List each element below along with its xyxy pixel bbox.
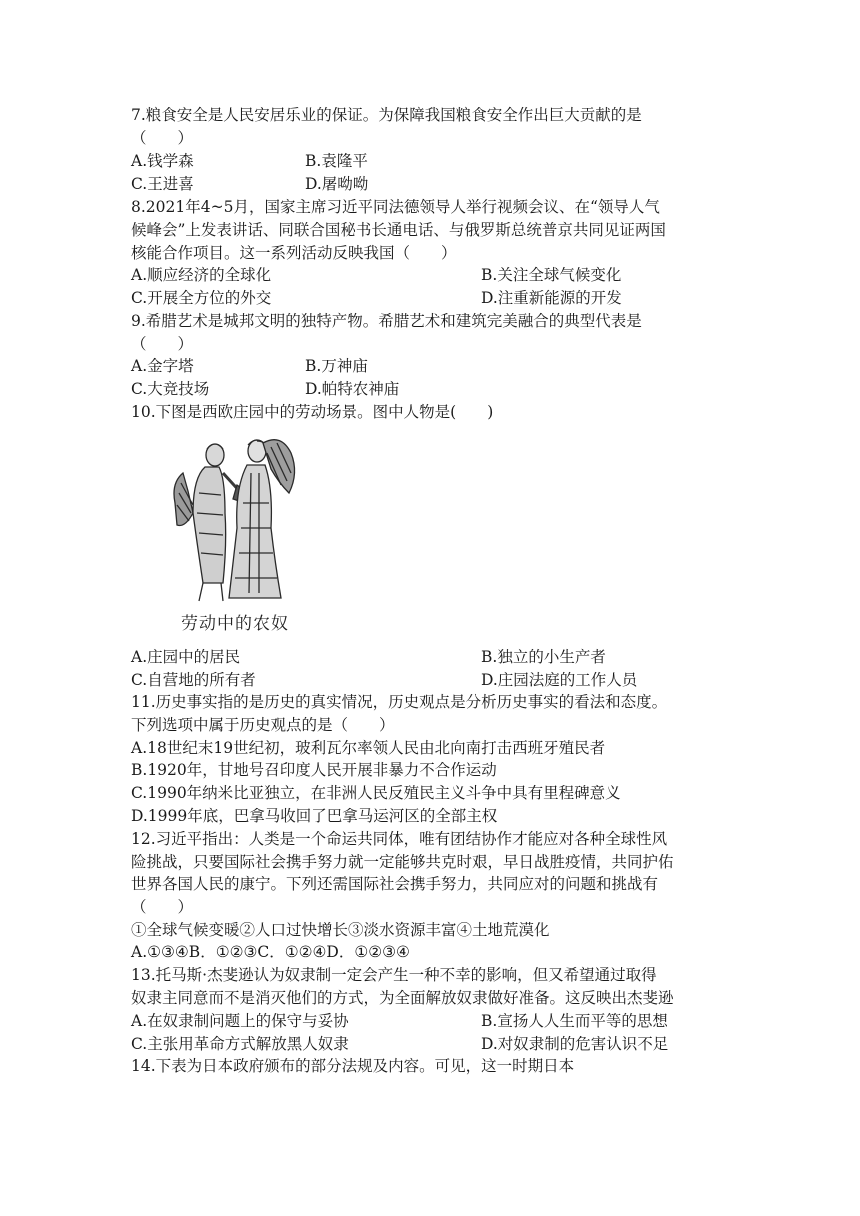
q12-stem-line-4: （ ） [131, 898, 194, 916]
q10-option-c: C.自营地的所有者 [131, 671, 256, 689]
q9-stem-line-1: 9.希腊艺术是城邦文明的独特产物。希腊艺术和建筑完美融合的典型代表是 [131, 312, 642, 330]
q8-option-a: A.顺应经济的全球化 [131, 266, 272, 284]
q13-option-a: A.在奴隶制问题上的保守与妥协 [131, 1012, 349, 1030]
serfs-illustration [163, 433, 313, 638]
q12-stem-line-3: 世界各国人民的康宁。下列还需国际社会携手努力，共同应对的问题和挑战有 [131, 875, 659, 893]
q12-options: A.①③④B．①②③C．①②④D．①②③④ [131, 943, 410, 961]
q13-option-c: C.主张用革命方式解放黑人奴隶 [131, 1035, 349, 1053]
q9-option-b: B.万神庙 [305, 357, 368, 375]
q12-stem-line-1: 12.习近平指出：人类是一个命运共同体，唯有团结协作才能应对各种全球性风 [131, 830, 668, 848]
serfs-drawing [163, 433, 313, 608]
q9-option-d: D.帕特农神庙 [305, 380, 400, 398]
q13-stem-line-1: 13.托马斯·杰斐逊认为奴隶制一定会产生一种不幸的影响，但又希望通过取得 [131, 966, 657, 984]
q7-option-d: D.屠呦呦 [305, 175, 369, 193]
q8-stem-line-2: 候峰会”上发表讲话、同联合国秘书长通电话、与俄罗斯总统普京共同见证两国 [131, 221, 666, 239]
q7-stem-line-2: （ ） [131, 129, 194, 147]
q13-option-b: B.宣扬人人生而平等的思想 [481, 1012, 668, 1030]
q10-option-b: B.独立的小生产者 [481, 648, 606, 666]
q11-stem-line-2: 下列选项中属于历史观点的是（ ） [131, 716, 395, 734]
q7-option-b: B.袁隆平 [305, 152, 368, 170]
q12-stem-line-2: 险挑战，只要国际社会携手努力就一定能够共克时艰，早日战胜疫情，共同护佑 [131, 853, 674, 871]
q11-option-b: B.1920年，甘地号召印度人民开展非暴力不合作运动 [131, 761, 497, 779]
q8-option-d: D.注重新能源的开发 [481, 289, 622, 307]
q9-option-c: C.大竞技场 [131, 380, 210, 398]
q10-option-a: A.庄园中的居民 [131, 648, 241, 666]
q10-stem-line-1: 10.下图是西欧庄园中的劳动场景。图中人物是( ) [131, 403, 494, 421]
q8-option-c: C.开展全方位的外交 [131, 289, 272, 307]
q7-option-a: A.钱学森 [131, 152, 194, 170]
q9-option-a: A.金字塔 [131, 357, 194, 375]
q11-option-a: A.18世纪末19世纪初，玻利瓦尔率领人民由北向南打击西班牙殖民者 [131, 739, 606, 757]
q8-stem-line-1: 8.2021年4~5月，国家主席习近平同法德领导人举行视频会议、在“领导人气 [131, 198, 660, 216]
q11-stem-line-1: 11.历史事实指的是历史的真实情况，历史观点是分析历史事实的看法和态度。 [131, 693, 668, 711]
q14-stem-line-1: 14.下表为日本政府颁布的部分法规及内容。可见，这一时期日本 [131, 1057, 575, 1075]
q13-option-d: D.对奴隶制的危害认识不足 [481, 1035, 669, 1053]
q12-items: ①全球气候变暖②人口过快增长③淡水资源丰富④土地荒漠化 [131, 921, 550, 939]
q7-stem-line-1: 7.粮食安全是人民安居乐业的保证。为保障我国粮食安全作出巨大贡献的是 [131, 106, 642, 124]
figure-caption: 劳动中的农奴 [181, 614, 289, 634]
q8-option-b: B.关注全球气候变化 [481, 266, 622, 284]
q9-stem-line-2: （ ） [131, 335, 194, 353]
q11-option-d: D.1999年底，巴拿马收回了巴拿马运河区的全部主权 [131, 807, 498, 825]
q11-option-c: C.1990年纳米比亚独立，在非洲人民反殖民主义斗争中具有里程碑意义 [131, 784, 621, 802]
q13-stem-line-2: 奴隶主同意而不是消灭他们的方式，为全面解放奴隶做好准备。这反映出杰斐逊 [131, 989, 674, 1007]
q10-option-d: D.庄园法庭的工作人员 [481, 671, 638, 689]
q8-stem-line-3: 核能合作项目。这一系列活动反映我国（ ） [131, 244, 457, 262]
q7-option-c: C.王进喜 [131, 175, 194, 193]
